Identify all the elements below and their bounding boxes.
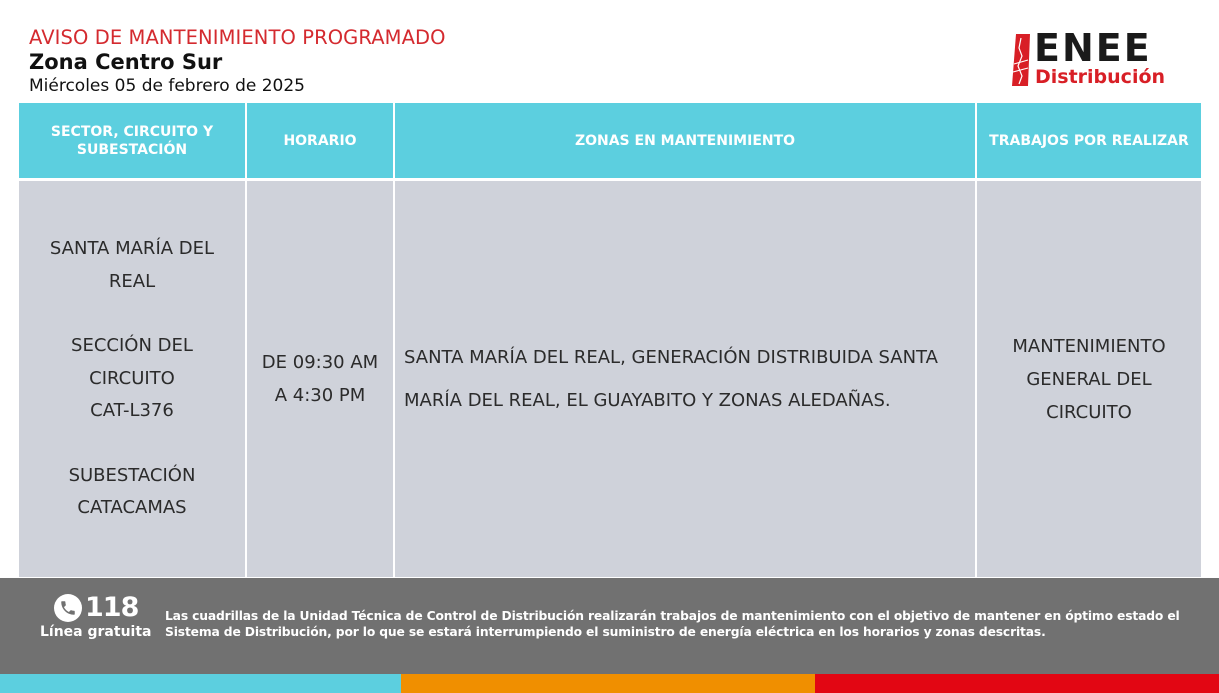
color-bar-red <box>815 674 1219 693</box>
notice-date: Miércoles 05 de febrero de 2025 <box>29 76 305 96</box>
sector-name-line2: REAL <box>108 270 156 292</box>
zone-title: Zona Centro Sur <box>29 50 223 74</box>
cell-trabajos <box>977 181 1201 577</box>
color-bar-orange <box>401 674 815 693</box>
column-header-trabajos: TRABAJOS POR REALIZAR <box>977 103 1201 178</box>
trabajos-line2: GENERAL DEL <box>1026 368 1152 390</box>
column-header-sector: SECTOR, CIRCUITO Y SUBESTACIÓN <box>19 103 245 178</box>
section-line1: SECCIÓN DEL <box>71 335 193 357</box>
cell-horario <box>247 181 393 577</box>
notice-title: AVISO DE MANTENIMIENTO PROGRAMADO <box>29 26 446 49</box>
column-header-zonas: ZONAS EN MANTENIMIENTO <box>395 103 975 178</box>
sector-name-line1: SANTA MARÍA DEL <box>49 238 215 260</box>
substation-line2: CATACAMAS <box>77 497 187 519</box>
substation-line1: SUBESTACIÓN <box>68 464 196 486</box>
phone-number: 118 <box>85 592 139 623</box>
cell-zonas <box>395 181 975 577</box>
hotline <box>54 592 138 623</box>
zonas-text: SANTA MARÍA DEL REAL, GENERACIÓN DISTRIBUIDA SANTA MARÍA DEL REAL, EL GUAYABITO Y ZONAS ALEDAÑAS. <box>404 347 938 411</box>
circuit-code: CAT-L376 <box>90 400 174 422</box>
footer-panel <box>0 578 1219 674</box>
section-line2: CIRCUITO <box>89 367 175 389</box>
phone-label: Línea gratuita <box>40 624 152 640</box>
color-bar-cyan <box>0 674 401 693</box>
column-header-horario: HORARIO <box>247 103 393 178</box>
footer-message: Las cuadrillas de la Unidad Técnica de Control de Distribución realizarán trabajos de mantenimiento con el objetivo de mantener en óptimo estado el Sistema de Distribución, por lo que se estará interrumpiendo el suministro de energía eléctrica en los horarios y zonas descritas. <box>165 609 1180 639</box>
tower-mark-icon <box>1012 34 1030 86</box>
horario-line2: A 4:30 PM <box>274 385 366 406</box>
logo-brand: ENEE <box>1034 26 1152 70</box>
trabajos-line3: CIRCUITO <box>1046 401 1132 423</box>
trabajos-line1: MANTENIMIENTO <box>1012 335 1166 357</box>
cell-sector <box>19 181 245 577</box>
horario-line1: DE 09:30 AM <box>261 352 379 373</box>
phone-icon <box>54 594 82 622</box>
maintenance-table <box>19 103 1201 577</box>
logo-subtitle: Distribución <box>1035 66 1166 88</box>
enee-logo <box>1010 26 1190 90</box>
